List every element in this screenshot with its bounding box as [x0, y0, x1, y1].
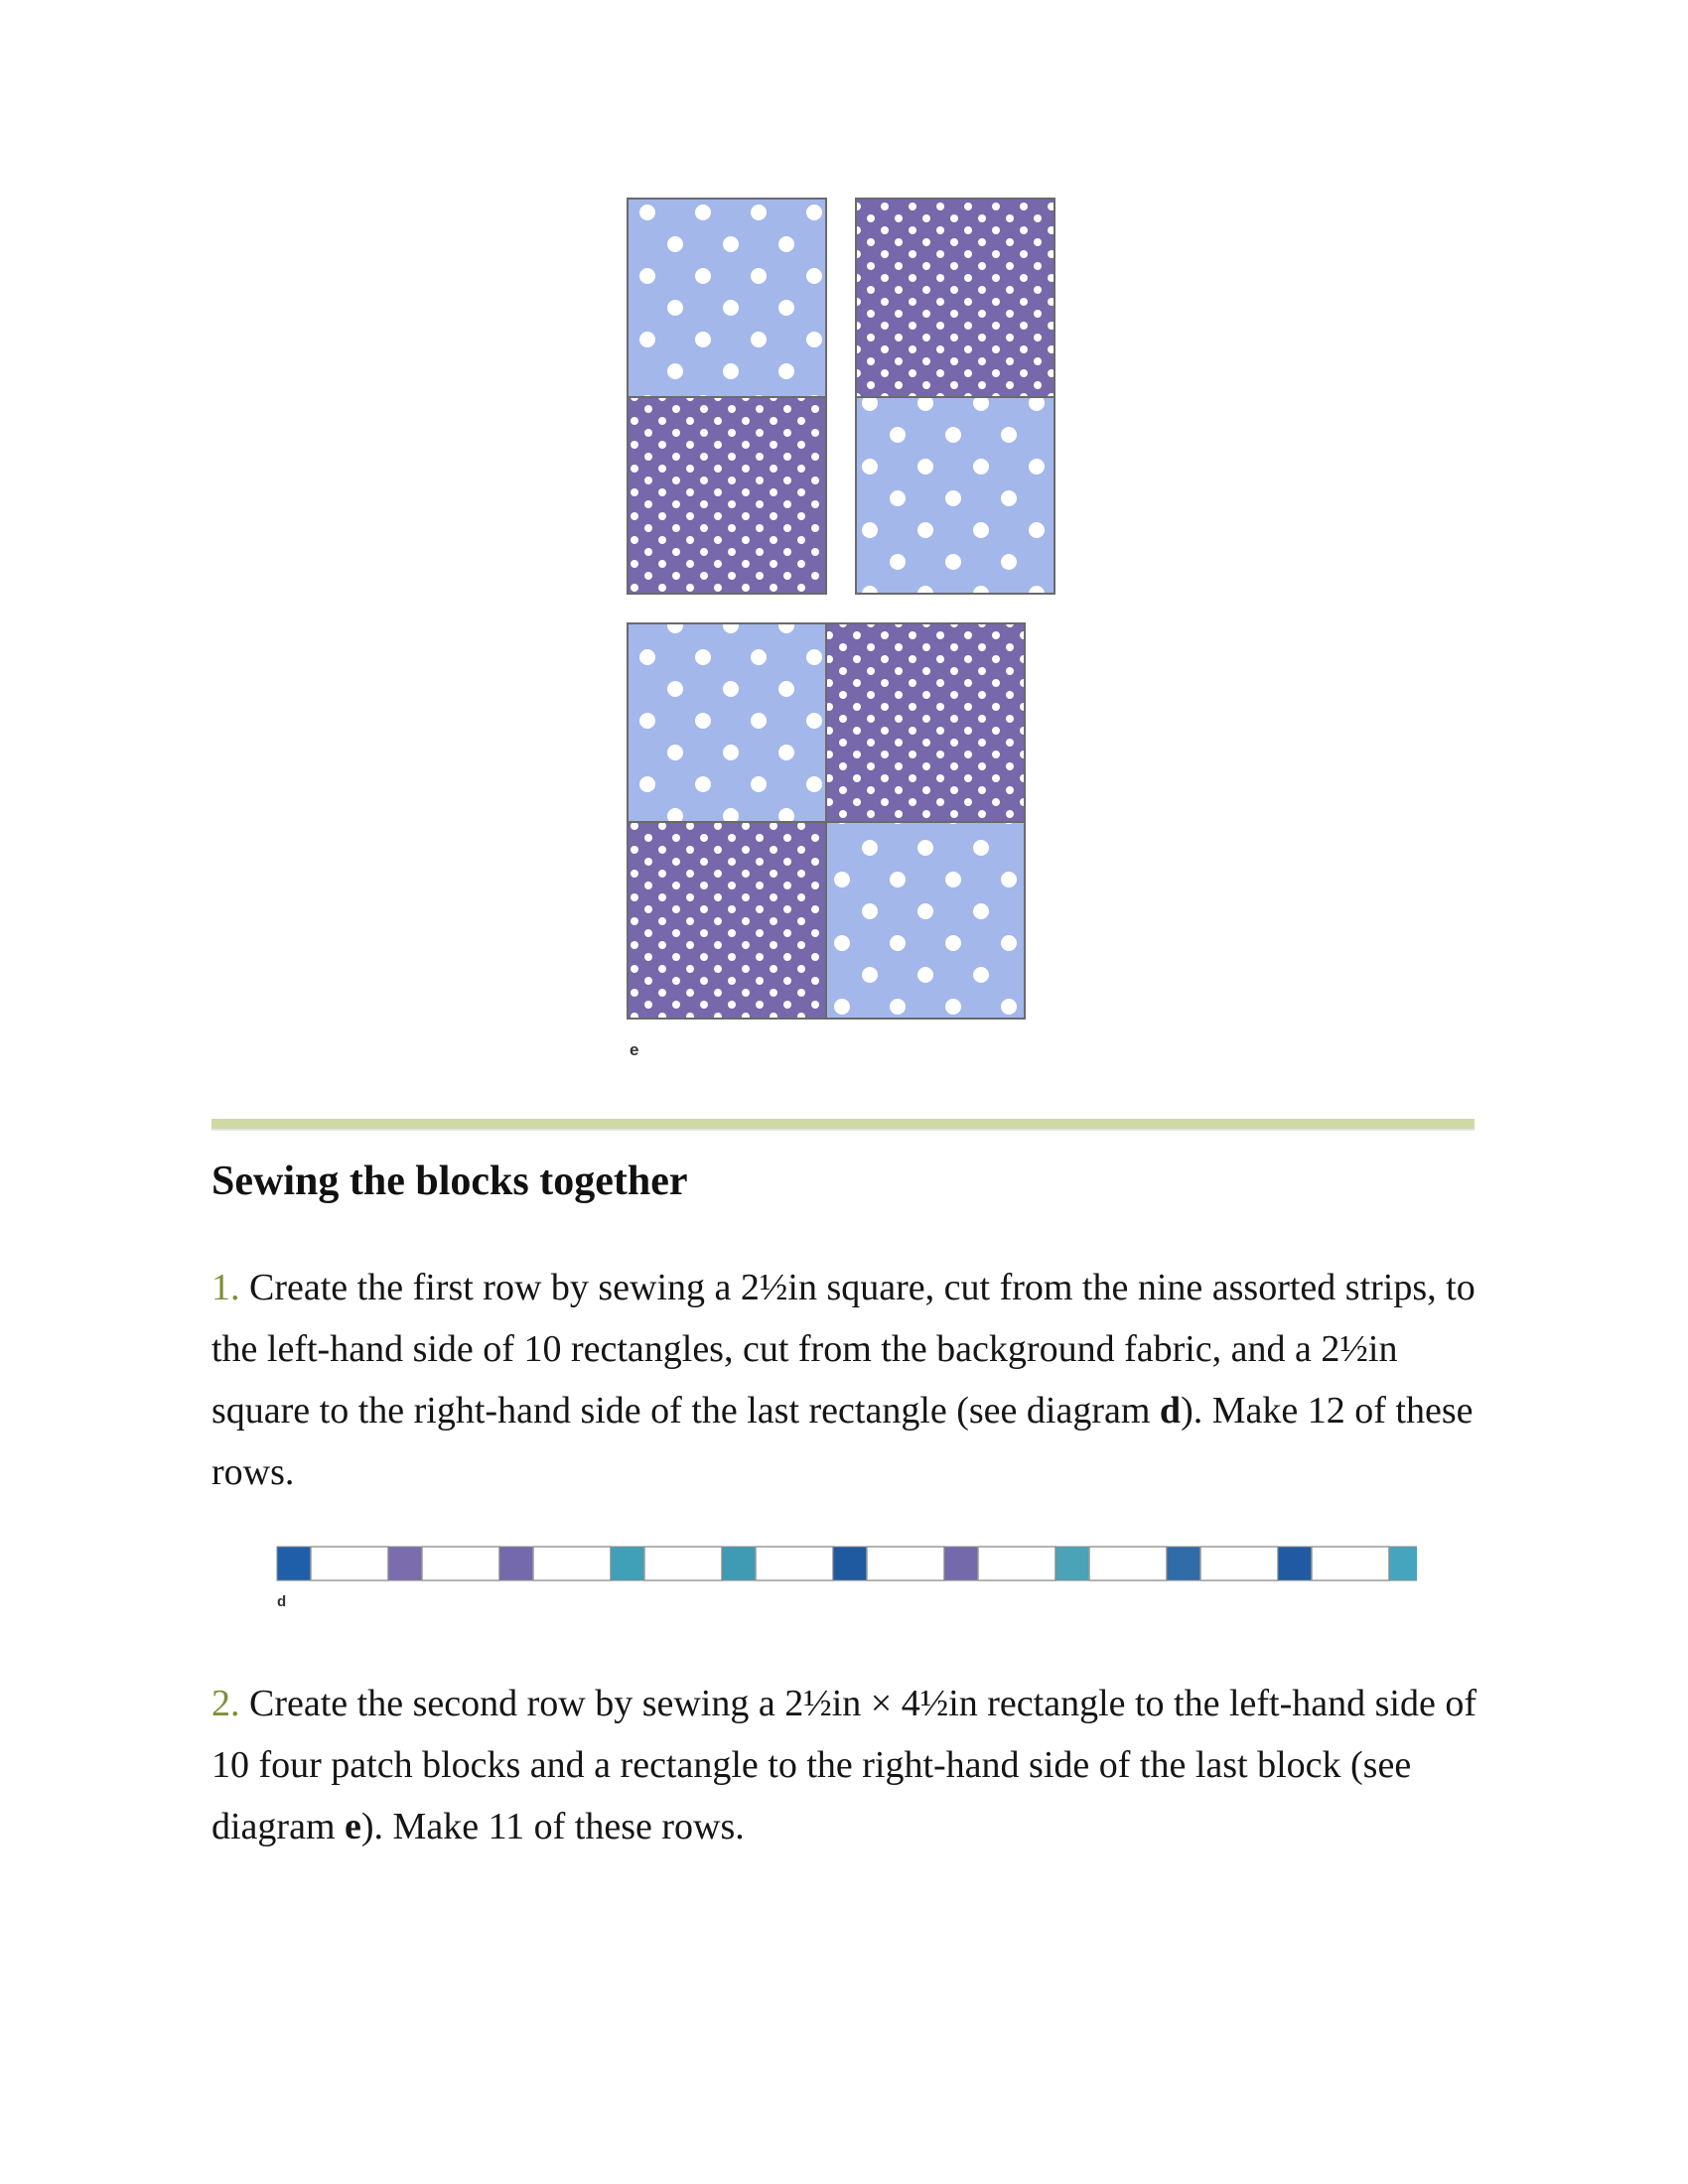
step-text: ). Make 11 of these rows. [360, 1806, 745, 1847]
fabric-square [1167, 1547, 1200, 1580]
background-rectangle [1089, 1547, 1167, 1580]
section-heading: Sewing the blocks together [211, 1159, 688, 1204]
patch-dark [856, 199, 1055, 397]
pair-left [628, 199, 826, 594]
background-rectangle [1312, 1547, 1389, 1580]
step-text: ). Make 12 of these rows. [211, 1390, 1474, 1493]
figure-label-d: d [277, 1593, 287, 1610]
patch-dark [628, 397, 826, 594]
background-rectangle [422, 1547, 499, 1580]
background-rectangle [756, 1547, 833, 1580]
fabric-square [1055, 1547, 1089, 1580]
patch-light [856, 397, 1055, 594]
diagram-ref: e [345, 1806, 361, 1847]
fabric-square [1389, 1547, 1417, 1580]
four-patch-diagram-e [626, 197, 1062, 1070]
background-rectangle [867, 1547, 944, 1580]
patch-light [628, 623, 826, 822]
fabric-square [388, 1547, 422, 1580]
step-text: Create the second row by sewing a 2½in × 4½in rectangle to the left-hand side of 10 four patch blocks and a rectangle to the right-hand side of the last block (see diagram [211, 1683, 1477, 1847]
fabric-square [944, 1547, 978, 1580]
step-text: Create the first row by sewing a 2½in square, cut from the nine assorted strips, to the left-hand side of 10 rectangles, cut from the background fabric, and a 2½in square to the right-hand side of the last rectangle (see diagram [211, 1267, 1476, 1432]
first-row-diagram-d [275, 1545, 1417, 1584]
section-divider [211, 1119, 1475, 1131]
patch-dark [826, 623, 1025, 822]
background-rectangle [311, 1547, 388, 1580]
diagram-ref: d [1159, 1390, 1182, 1432]
background-rectangle [533, 1547, 611, 1580]
fabric-square [499, 1547, 533, 1580]
fabric-square [833, 1547, 867, 1580]
step-number: 2. [211, 1683, 240, 1724]
patch-light [826, 822, 1025, 1019]
step-1 [211, 1257, 1492, 1503]
background-rectangle [978, 1547, 1055, 1580]
fabric-square [722, 1547, 756, 1580]
step-2 [211, 1673, 1492, 1857]
background-rectangle [1200, 1547, 1278, 1580]
patch-light [628, 199, 826, 397]
pair-right [856, 199, 1055, 594]
fabric-square [277, 1547, 311, 1580]
fabric-square [611, 1547, 644, 1580]
figure-label-e: e [630, 1040, 639, 1059]
four-patch-block [628, 623, 1025, 1019]
patch-dark [628, 822, 826, 1019]
fabric-square [1278, 1547, 1312, 1580]
step-number: 1. [211, 1267, 240, 1308]
background-rectangle [644, 1547, 722, 1580]
